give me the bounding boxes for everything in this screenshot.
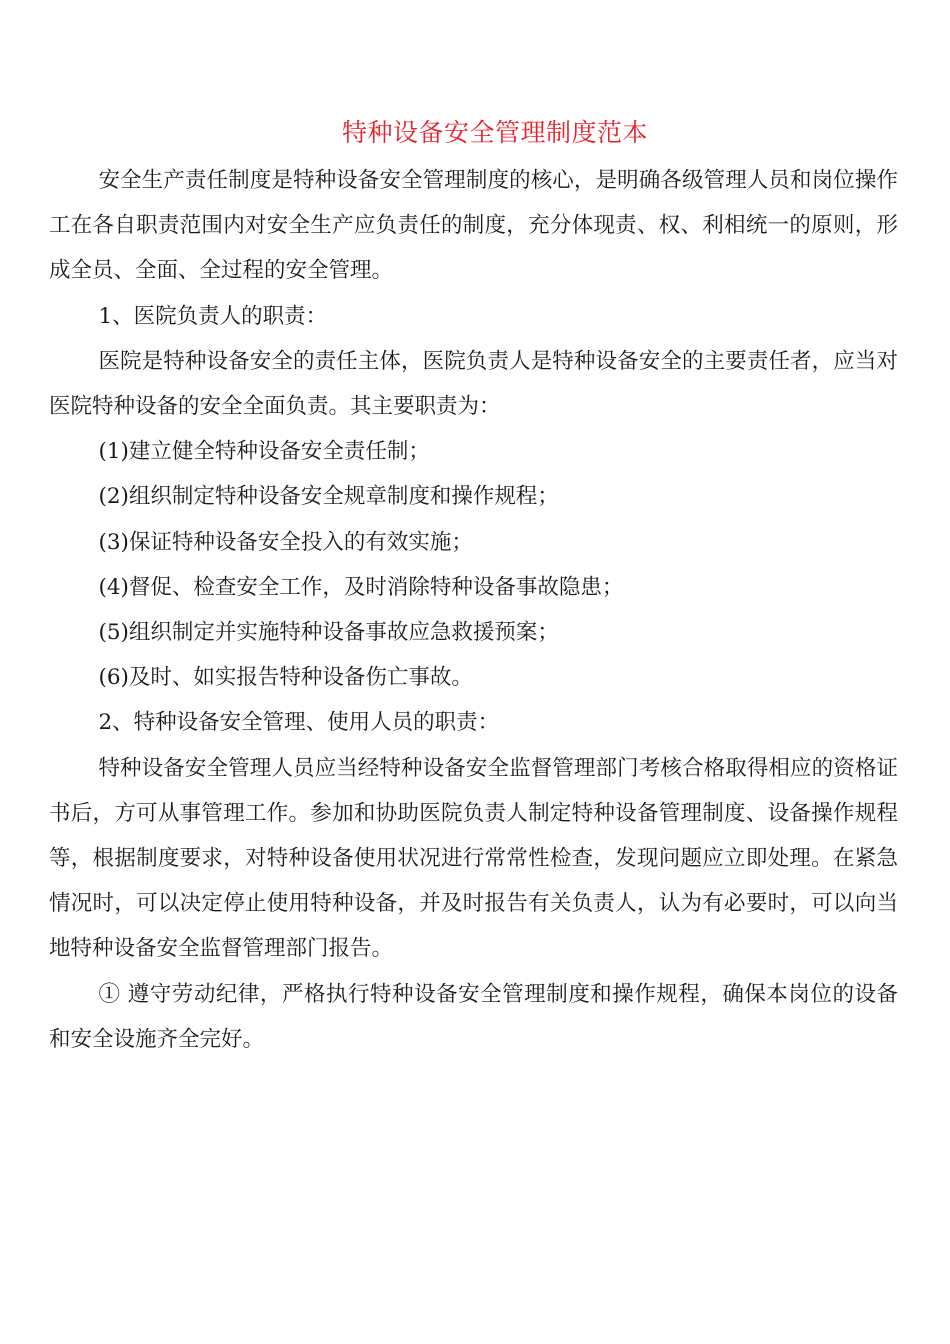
document-title: 特种设备安全管理制度范本 <box>341 118 648 147</box>
intro-paragraph: 安全生产责任制度是特种设备安全管理制度的核心，是明确各级管理人员和岗位操作工在各自职责范围内对安全生产应负责任的制度，充分体现责、权、利相统一的原则，形成全员、全面、全过程的安全管理。 <box>49 168 898 284</box>
duty-item-5: (5)组织制定并实施特种设备事故应急救援预案； <box>98 620 559 646</box>
duty-item-3: (3)保证特种设备安全投入的有效实施； <box>98 529 473 555</box>
section-heading-safety-staff: 2、特种设备安全管理、使用人员的职责： <box>98 710 500 736</box>
safety-staff-paragraph: 特种设备安全管理人员应当经特种设备安全监督管理部门考核合格取得相应的资格证书后，方可从事管理工作。参加和协助医院负责人制定特种设备管理制度、设备操作规程等，根据制度要求，对特种设备使用状况进行常常性检查，发现问题应立即处理。在紧急情况时，可以决定停止使用特种设备，并及时报告有关负责人，认为有必要时，可以向当地特种设备安全监督管理部门报告。 <box>49 755 898 962</box>
section-heading-hospital-leader: 1、医院负责人的职责： <box>98 303 328 329</box>
document-body <box>49 158 898 1062</box>
hospital-leader-paragraph: 医院是特种设备安全的责任主体，医院负责人是特种设备安全的主要责任者，应当对医院特种设备的安全全面负责。其主要职责为： <box>49 348 898 420</box>
duty-item-4: (4)督促、检查安全工作，及时消除特种设备事故隐患； <box>98 574 624 600</box>
duty-item-6: (6)及时、如实报告特种设备伤亡事故。 <box>98 665 473 691</box>
circled-item-1: ① 遵守劳动纪律，严格执行特种设备安全管理制度和操作规程，确保本岗位的设备和安全设施齐全完好。 <box>49 981 898 1052</box>
duty-item-1: (1)建立健全特种设备安全责任制； <box>98 439 430 465</box>
duty-item-2: (2)组织制定特种设备安全规章制度和操作规程； <box>98 484 559 510</box>
